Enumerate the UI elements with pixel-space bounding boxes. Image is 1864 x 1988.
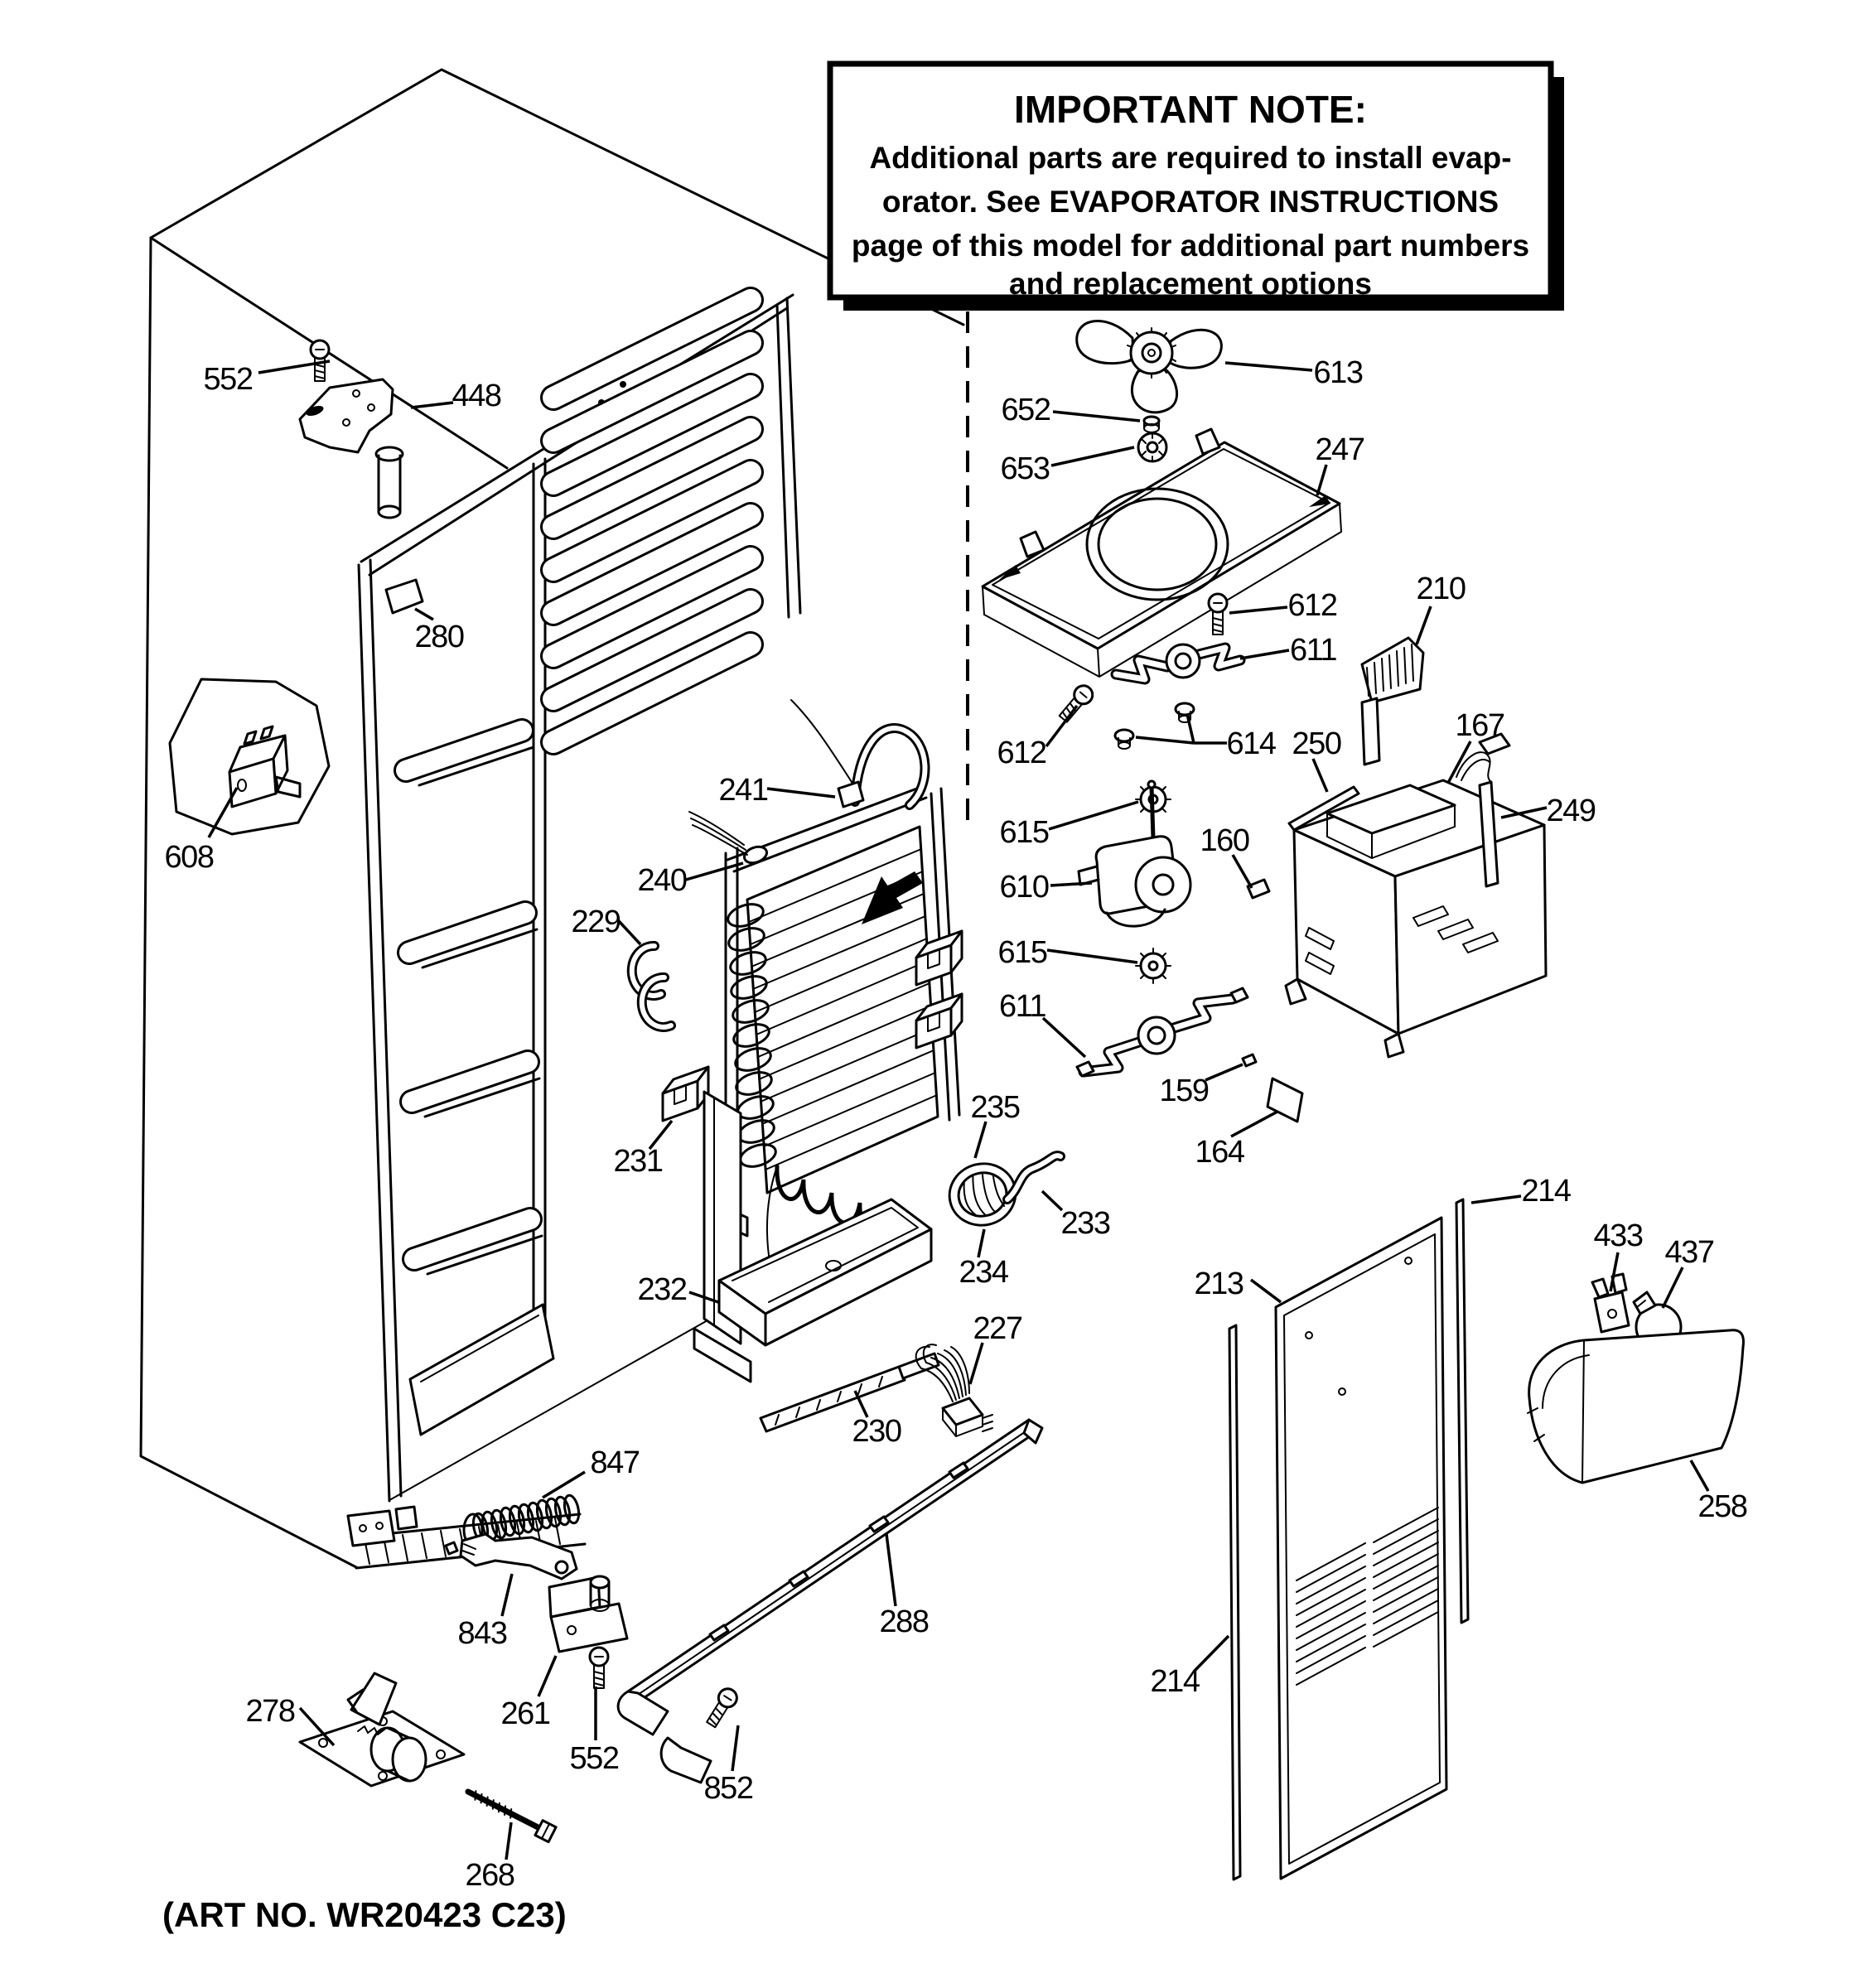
callout-233-13: 233	[1060, 1206, 1110, 1241]
callout-852-19: 852	[703, 1771, 753, 1806]
rail-288	[618, 1420, 1042, 1783]
leader-615	[1047, 950, 1137, 963]
leader-214	[1195, 1636, 1229, 1671]
callout-160-36: 160	[1200, 823, 1249, 858]
bracket-261	[549, 1576, 627, 1652]
callout-214-43: 214	[1150, 1664, 1200, 1699]
trim-strip-214-left	[1229, 1325, 1240, 1879]
callout-164-35: 164	[1195, 1135, 1244, 1170]
callout-843-16: 843	[457, 1616, 507, 1651]
callout-234-12: 234	[959, 1255, 1008, 1290]
callout-278-20: 278	[245, 1694, 295, 1729]
callout-847-15: 847	[590, 1445, 640, 1480]
shelf-support	[409, 913, 537, 967]
callout-614-29: 614	[1226, 726, 1276, 761]
callout-250-37: 250	[1292, 726, 1341, 761]
lamp-cover-258	[1528, 1330, 1743, 1483]
callout-159-34: 159	[1159, 1074, 1209, 1108]
leader-164	[1231, 1112, 1277, 1136]
callout-240-5: 240	[637, 863, 687, 898]
hinge-plate-2	[396, 1507, 417, 1529]
screw-612	[1209, 594, 1227, 635]
leader-847	[543, 1472, 585, 1498]
leader-448	[411, 403, 453, 408]
callout-448-1: 448	[452, 379, 501, 413]
callout-610-31: 610	[999, 870, 1049, 905]
callout-235-11: 235	[970, 1090, 1020, 1125]
callout-213-41: 213	[1194, 1267, 1243, 1301]
callout-210-38: 210	[1416, 572, 1466, 606]
leader-227	[970, 1343, 983, 1384]
leader-288	[886, 1534, 896, 1606]
lamp-socket-433	[1592, 1274, 1629, 1332]
washer-615	[1136, 948, 1171, 983]
callout-612-28: 612	[997, 736, 1046, 770]
callout-615-32: 615	[997, 935, 1047, 970]
leader-210	[1417, 606, 1431, 644]
drain-hose-233	[1007, 1156, 1060, 1199]
note-title: IMPORTANT NOTE:	[1014, 88, 1367, 131]
leader-612	[1229, 607, 1287, 613]
callout-608-3: 608	[164, 840, 214, 875]
leader-233	[1042, 1191, 1062, 1210]
drain-trough-230	[761, 1353, 939, 1431]
fan-bracket-611-lower	[1077, 988, 1248, 1076]
clip-231	[663, 1067, 708, 1121]
callout-280-2: 280	[414, 620, 464, 654]
duct-grille-210	[1362, 638, 1423, 765]
callout-214-42: 214	[1521, 1174, 1571, 1209]
leader-613	[1225, 363, 1312, 370]
screw-612	[1056, 682, 1096, 725]
callout-437-45: 437	[1664, 1235, 1714, 1270]
callout-652-23: 652	[1001, 393, 1050, 427]
callout-249-40: 249	[1546, 794, 1596, 828]
evaporator-fan-613	[1077, 321, 1222, 412]
shelf-support	[406, 731, 534, 785]
note-line-3: page of this model for additional part numbers	[851, 229, 1530, 263]
note-line-2: orator. See EVAPORATOR INSTRUCTIONS	[881, 185, 1499, 219]
callout-611-27: 611	[1289, 633, 1337, 668]
callout-615-30: 615	[999, 815, 1049, 850]
screw-552-bottom	[590, 1648, 608, 1688]
leader-615	[1049, 802, 1138, 829]
leader-614	[1136, 737, 1194, 743]
fan-bracket-611-upper	[1116, 644, 1240, 679]
art-number: (ART NO. WR20423 C23)	[162, 1895, 567, 1934]
leader-160	[1233, 855, 1252, 888]
clip-159	[1243, 1054, 1256, 1066]
leader-843	[502, 1574, 512, 1616]
leader-610	[1050, 883, 1092, 885]
switch-608-detail	[170, 679, 329, 834]
leader-159	[1205, 1064, 1243, 1080]
callout-611-33: 611	[998, 989, 1046, 1024]
shelf-support	[414, 1219, 542, 1274]
callout-613-22: 613	[1313, 355, 1363, 390]
tab-280	[386, 580, 423, 613]
callout-268-21: 268	[465, 1858, 514, 1893]
leader-437	[1663, 1267, 1683, 1308]
callout-653-24: 653	[1000, 451, 1050, 486]
callout-288-14: 288	[879, 1604, 929, 1639]
grommet-614	[1115, 730, 1133, 749]
callout-227-10: 227	[973, 1311, 1022, 1346]
leader-611	[1240, 650, 1289, 659]
screw-852	[703, 1686, 741, 1730]
note-line-1: Additional parts are required to install evap-	[869, 141, 1512, 175]
leader-268	[506, 1822, 511, 1860]
callout-552-0: 552	[203, 362, 253, 397]
callout-230-9: 230	[852, 1414, 901, 1449]
leader-247	[1317, 465, 1326, 495]
callout-612-26: 612	[1287, 588, 1337, 623]
fan-hub-653	[1138, 433, 1166, 461]
back-panel-213	[1276, 1218, 1446, 1879]
trim-strip-214-right	[1456, 1199, 1468, 1623]
leader-611	[1043, 1018, 1085, 1057]
leader-234	[978, 1229, 984, 1257]
leader-280	[415, 609, 433, 620]
cabinet-left-post	[359, 560, 401, 1501]
callout-261-17: 261	[500, 1696, 550, 1731]
callout-247-25: 247	[1315, 432, 1364, 467]
important-note-box	[830, 64, 1564, 311]
shelf-support	[412, 1062, 539, 1117]
tube-clamp-229	[632, 946, 671, 1027]
condenser-coils	[553, 300, 751, 742]
leader-167	[1448, 741, 1470, 783]
leader-852	[732, 1725, 738, 1771]
leader-258	[1691, 1460, 1708, 1491]
leader-653	[1051, 447, 1134, 466]
capillary-tube	[791, 700, 857, 791]
clip-160	[1248, 880, 1269, 898]
leader-214	[1471, 1196, 1521, 1203]
callout-167-39: 167	[1455, 708, 1504, 743]
crisper-drawer	[410, 1305, 553, 1435]
fan-grommet-652	[1144, 417, 1159, 432]
callout-231-7: 231	[613, 1144, 663, 1179]
leader-213	[1251, 1280, 1281, 1302]
leader-229	[619, 921, 640, 944]
leader-241	[767, 789, 835, 797]
leader-250	[1313, 759, 1327, 792]
icemaker-167	[1286, 734, 1546, 1057]
callout-552-18: 552	[569, 1741, 619, 1776]
callout-258-46: 258	[1697, 1489, 1747, 1524]
leader-261	[538, 1656, 556, 1696]
callout-433-44: 433	[1593, 1218, 1643, 1253]
roller-assembly-278	[300, 1673, 464, 1786]
note-line-4: and replacement options	[1009, 267, 1372, 301]
callout-229-6: 229	[571, 905, 621, 939]
cabinet-right-post	[777, 298, 800, 617]
leader-235	[975, 1122, 986, 1158]
hinge-plate	[348, 1511, 394, 1546]
callout-241-4: 241	[718, 773, 768, 808]
leader-652	[1053, 412, 1140, 421]
grommet-614	[1176, 703, 1194, 722]
callout-232-8: 232	[637, 1272, 687, 1307]
latch-lever-843	[446, 1534, 577, 1579]
top-hinge-bracket-448	[300, 379, 403, 518]
